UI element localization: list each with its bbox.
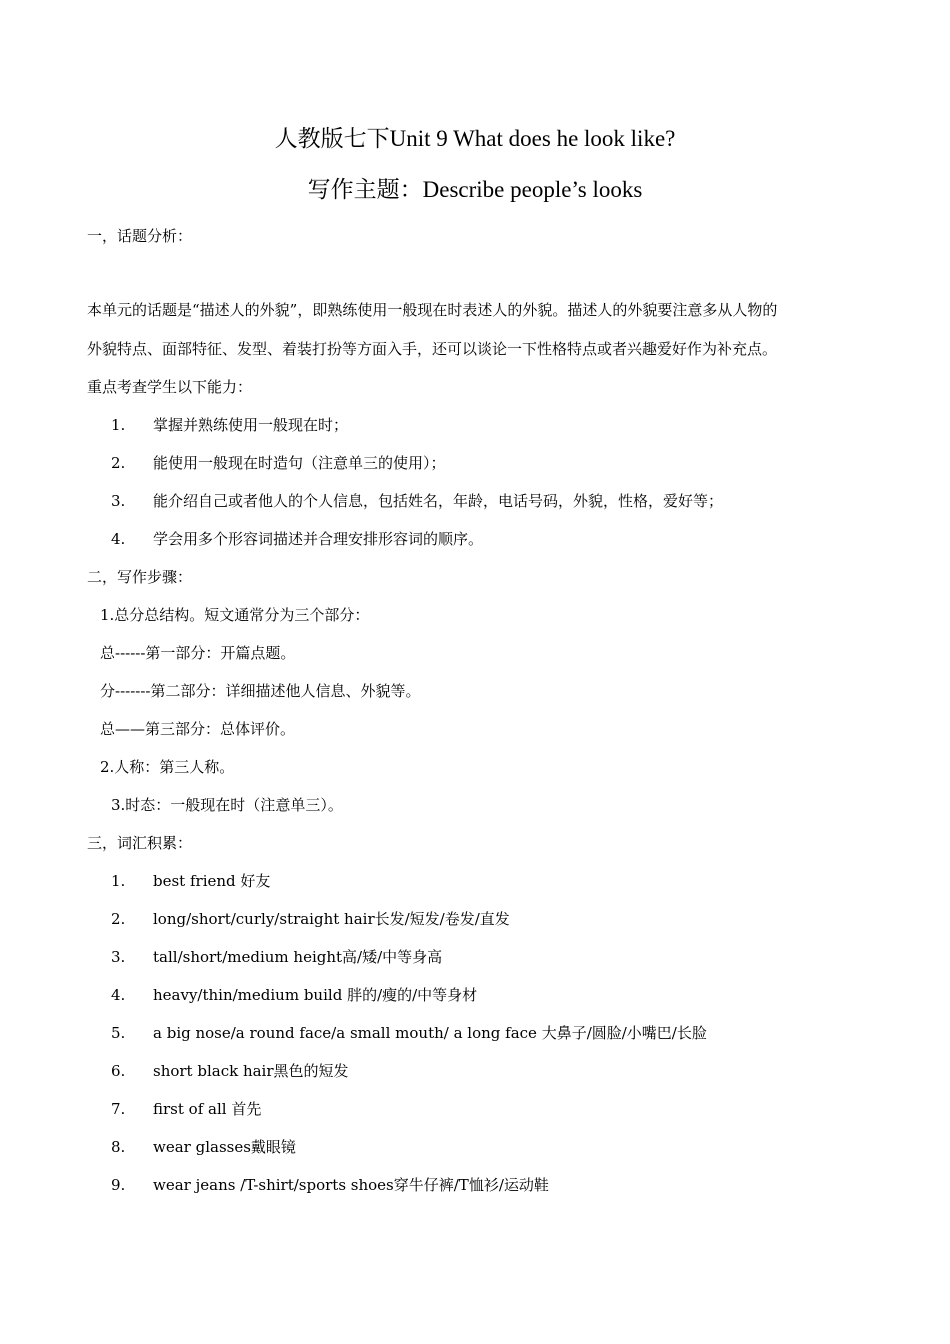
step-line: 分-------第二部分：详细描述他人信息、外貌等。 xyxy=(100,682,421,700)
list-item: 能介绍自己或者他人的个人信息，包括姓名，年龄，电话号码，外貌，性格，爱好等； xyxy=(153,492,724,510)
vocab-number: 3. xyxy=(111,948,126,966)
vocab-item: a big nose/a round face/a small mouth/ a long face 大鼻子/圆脸/小嘴巴/长脸 xyxy=(153,1024,707,1042)
list-number: 4. xyxy=(111,530,126,548)
list-item: 学会用多个形容词描述并合理安排形容词的顺序。 xyxy=(153,530,484,548)
section3-heading: 三，词汇积累： xyxy=(87,834,193,852)
vocab-number: 5. xyxy=(111,1024,126,1042)
vocab-number: 4. xyxy=(111,986,126,1004)
list-item: 能使用一般现在时造句（注意单三的使用）； xyxy=(153,454,446,472)
vocab-number: 6. xyxy=(111,1062,126,1080)
step-line: 总——第三部分：总体评价。 xyxy=(100,720,296,738)
vocab-number: 9. xyxy=(111,1176,126,1194)
vocab-number: 7. xyxy=(111,1100,126,1118)
vocab-item: wear jeans /T-shirt/sports shoes穿牛仔裤/T恤衫/运动鞋 xyxy=(153,1176,549,1194)
paragraph-line: 本单元的话题是“描述人的外貌”，即熟练使用一般现在时表述人的外貌。描述人的外貌要注意多从人物的 xyxy=(87,301,778,319)
list-item: 掌握并熟练使用一般现在时； xyxy=(153,416,349,434)
paragraph-line: 外貌特点、面部特征、发型、着装打扮等方面入手，还可以谈论一下性格特点或者兴趣爱好作为补充点。 xyxy=(87,340,778,358)
section2-heading: 二，写作步骤： xyxy=(87,568,193,586)
document-title: 人教版七下Unit 9 What does he look like? xyxy=(274,126,676,151)
list-number: 2. xyxy=(111,454,126,472)
vocab-item: wear glasses戴眼镜 xyxy=(153,1138,296,1156)
step-line: 1.总分总结构。短文通常分为三个部分： xyxy=(100,606,370,624)
section1-heading: 一，话题分析： xyxy=(87,227,193,245)
step-line: 3.时态：一般现在时（注意单三）。 xyxy=(111,796,343,814)
vocab-item: tall/short/medium height高/矮/中等身高 xyxy=(153,948,443,966)
vocab-item: first of all 首先 xyxy=(153,1100,262,1118)
vocab-item: long/short/curly/straight hair长发/短发/卷发/直发 xyxy=(153,910,510,928)
list-number: 1. xyxy=(111,416,126,434)
step-line: 2.人称：第三人称。 xyxy=(100,758,235,776)
paragraph-line: 重点考查学生以下能力： xyxy=(87,378,253,396)
vocab-item: heavy/thin/medium build 胖的/瘦的/中等身材 xyxy=(153,986,478,1004)
step-line: 总------第一部分：开篇点题。 xyxy=(100,644,296,662)
vocab-item: short black hair黑色的短发 xyxy=(153,1062,349,1080)
vocab-item: best friend 好友 xyxy=(153,872,271,890)
vocab-number: 1. xyxy=(111,872,126,890)
vocab-number: 2. xyxy=(111,910,126,928)
vocab-number: 8. xyxy=(111,1138,126,1156)
list-number: 3. xyxy=(111,492,126,510)
document-subtitle: 写作主题：Describe people’s looks xyxy=(307,177,643,202)
